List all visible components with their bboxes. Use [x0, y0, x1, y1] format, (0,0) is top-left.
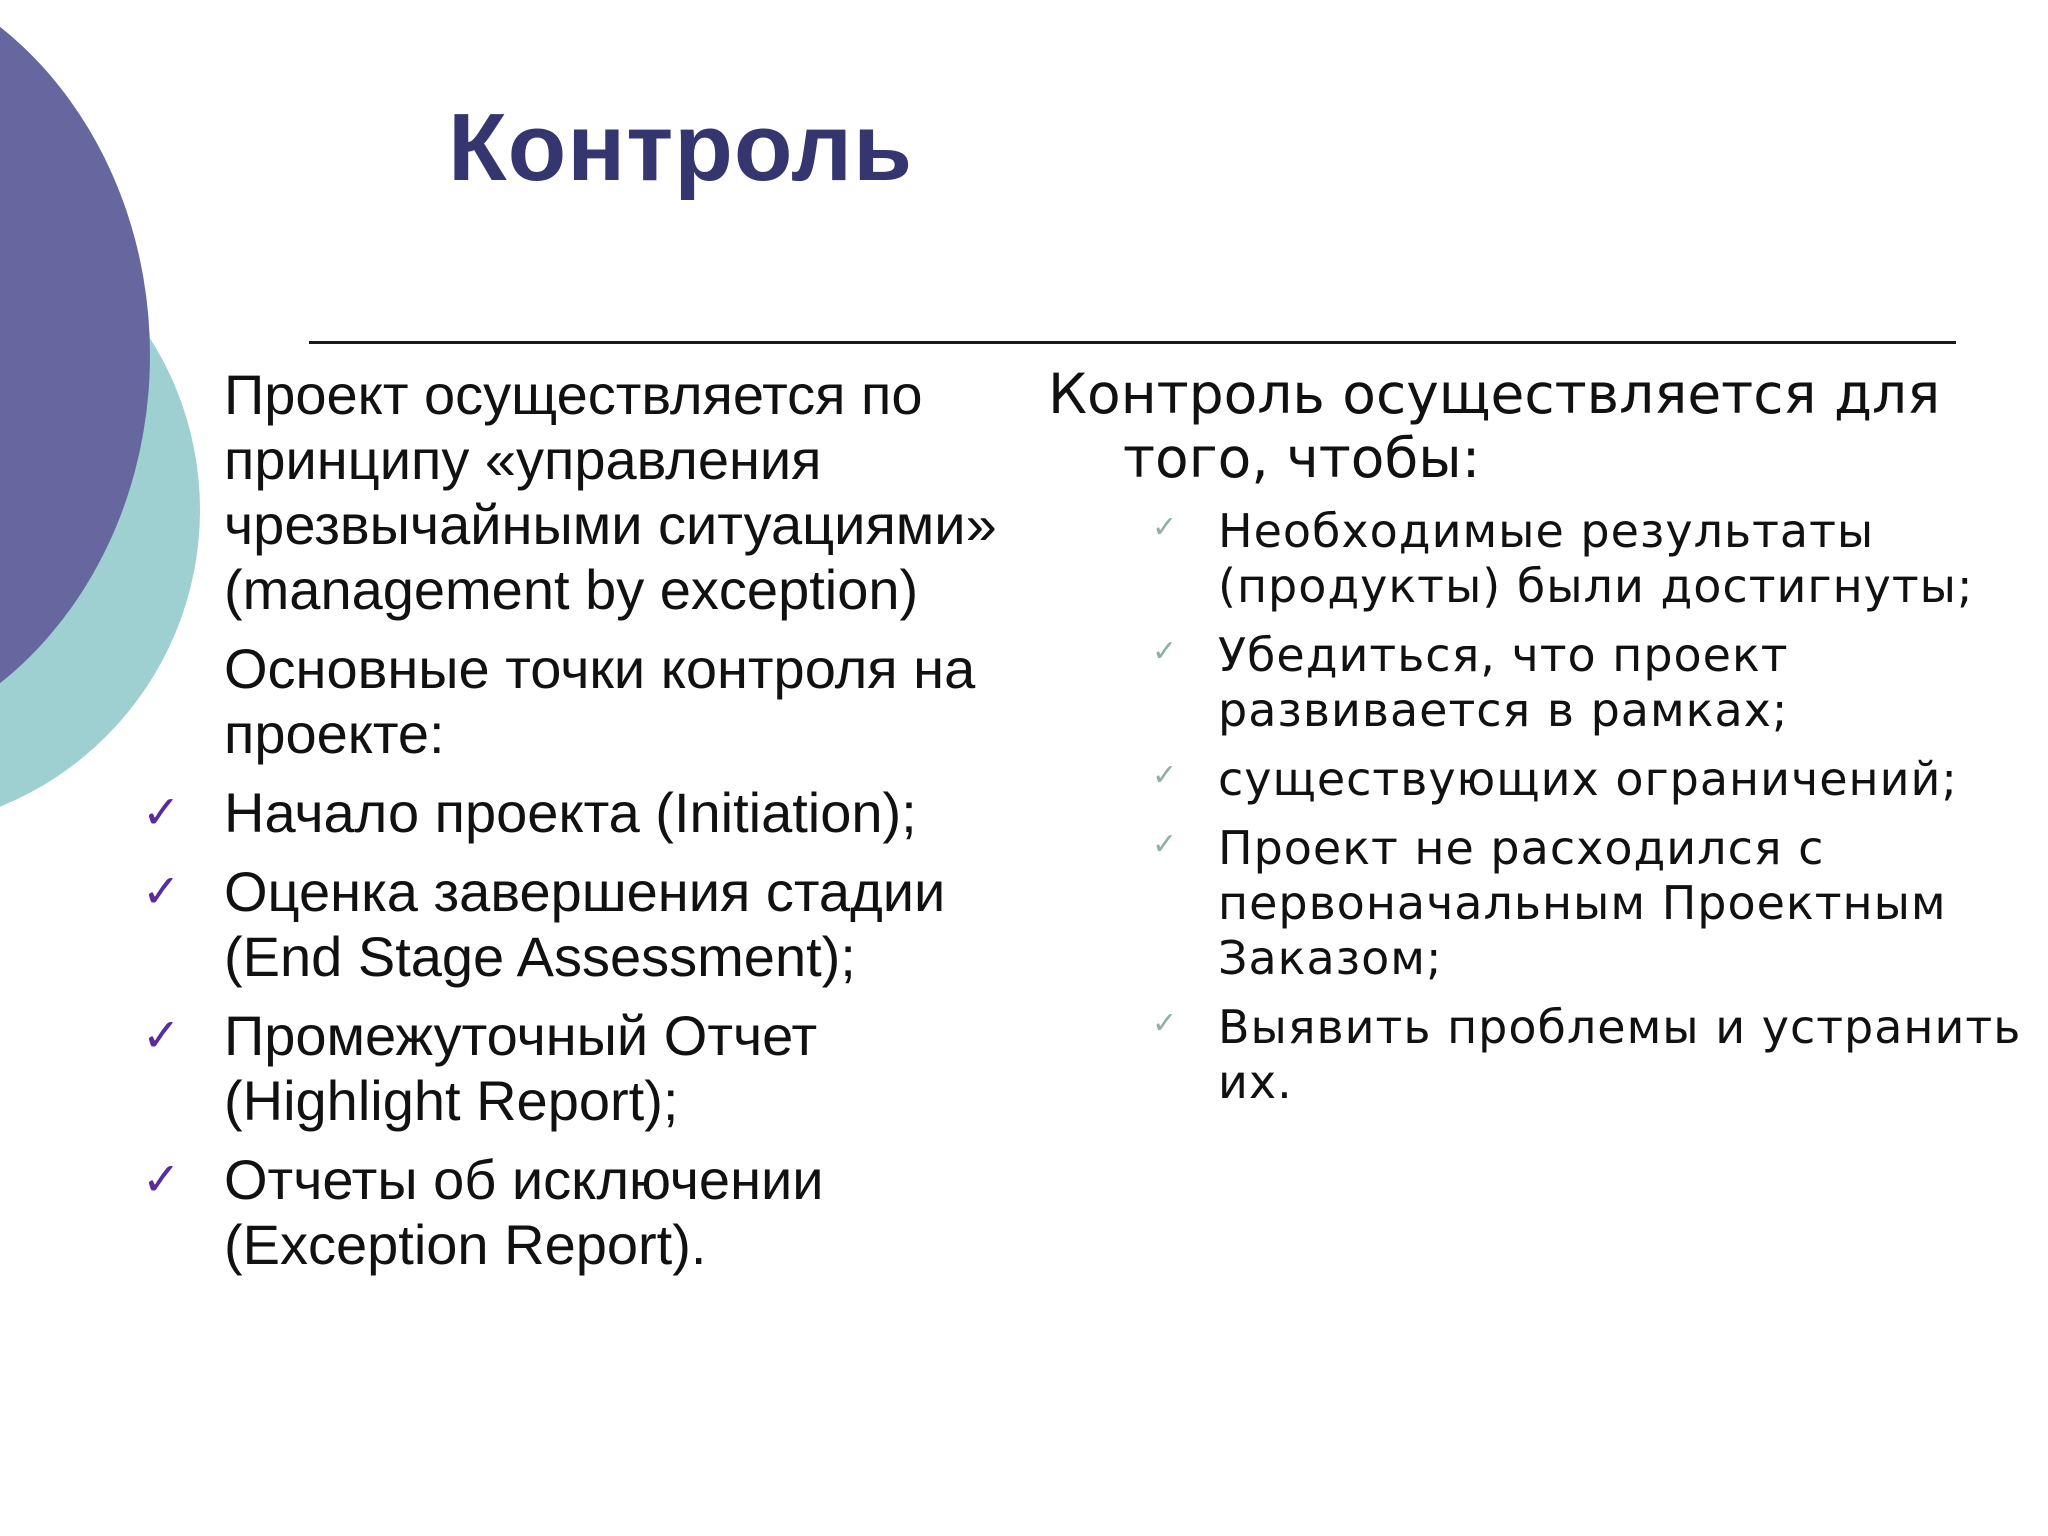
checkmark-icon: ✓ [142, 1152, 181, 1206]
list-item-text: существующих ограничений; [1218, 752, 1958, 806]
control-goals-list [1048, 504, 2028, 1110]
right-lead-text: Контроль осуществляется для того, чтобы: [1048, 362, 1941, 490]
checkmark-icon: ✓ [1152, 827, 1179, 862]
list-item [1048, 821, 2028, 986]
checkmark-icon: ✓ [1152, 758, 1179, 793]
list-item-text: Необходимые результаты (продукты) были достигнуты; [1218, 504, 1974, 613]
list-item [1048, 504, 2028, 614]
list-item-text: Убедиться, что проект развивается в рамках; [1218, 628, 1789, 737]
checkmark-icon: ✓ [142, 864, 181, 918]
left-paragraph-control-points: Основные точки контроля на проекте: [224, 637, 976, 765]
list-item-text: Выявить проблемы и устранить их. [1218, 1000, 2022, 1109]
title-divider [309, 341, 1956, 344]
list-item [1048, 752, 2028, 807]
list-item-text: Начало проекта (Initiation); [224, 781, 917, 844]
list-item [1048, 628, 2028, 738]
slide-title: Контроль [448, 94, 914, 201]
checkmark-icon: ✓ [142, 1008, 181, 1062]
checkmark-icon: ✓ [1152, 510, 1179, 545]
checkmark-icon: ✓ [1152, 634, 1179, 669]
list-item [142, 859, 1042, 989]
list-item-text: Промежуточный Отчет (Highlight Report); [224, 1004, 818, 1132]
checkmark-icon: ✓ [1152, 1006, 1179, 1041]
right-column [1048, 362, 2028, 1124]
left-paragraph-management: Проект осуществляется по принципу «управления чрезвычайными ситуациями» (management by exception) [224, 363, 997, 621]
list-item [1048, 1000, 2028, 1110]
list-item-text: Оценка завершения стадии (End Stage Assessment); [224, 860, 946, 988]
list-item-text: Отчеты об исключении (Exception Report). [224, 1148, 824, 1276]
list-item [142, 1147, 1042, 1277]
control-points-list [142, 780, 1042, 1277]
left-column [142, 362, 1042, 1291]
list-item [142, 1003, 1042, 1133]
checkmark-icon: ✓ [142, 785, 181, 839]
list-item-text: Проект не расходился с первоначальным Проектным Заказом; [1218, 821, 1947, 985]
list-item [142, 780, 1042, 845]
